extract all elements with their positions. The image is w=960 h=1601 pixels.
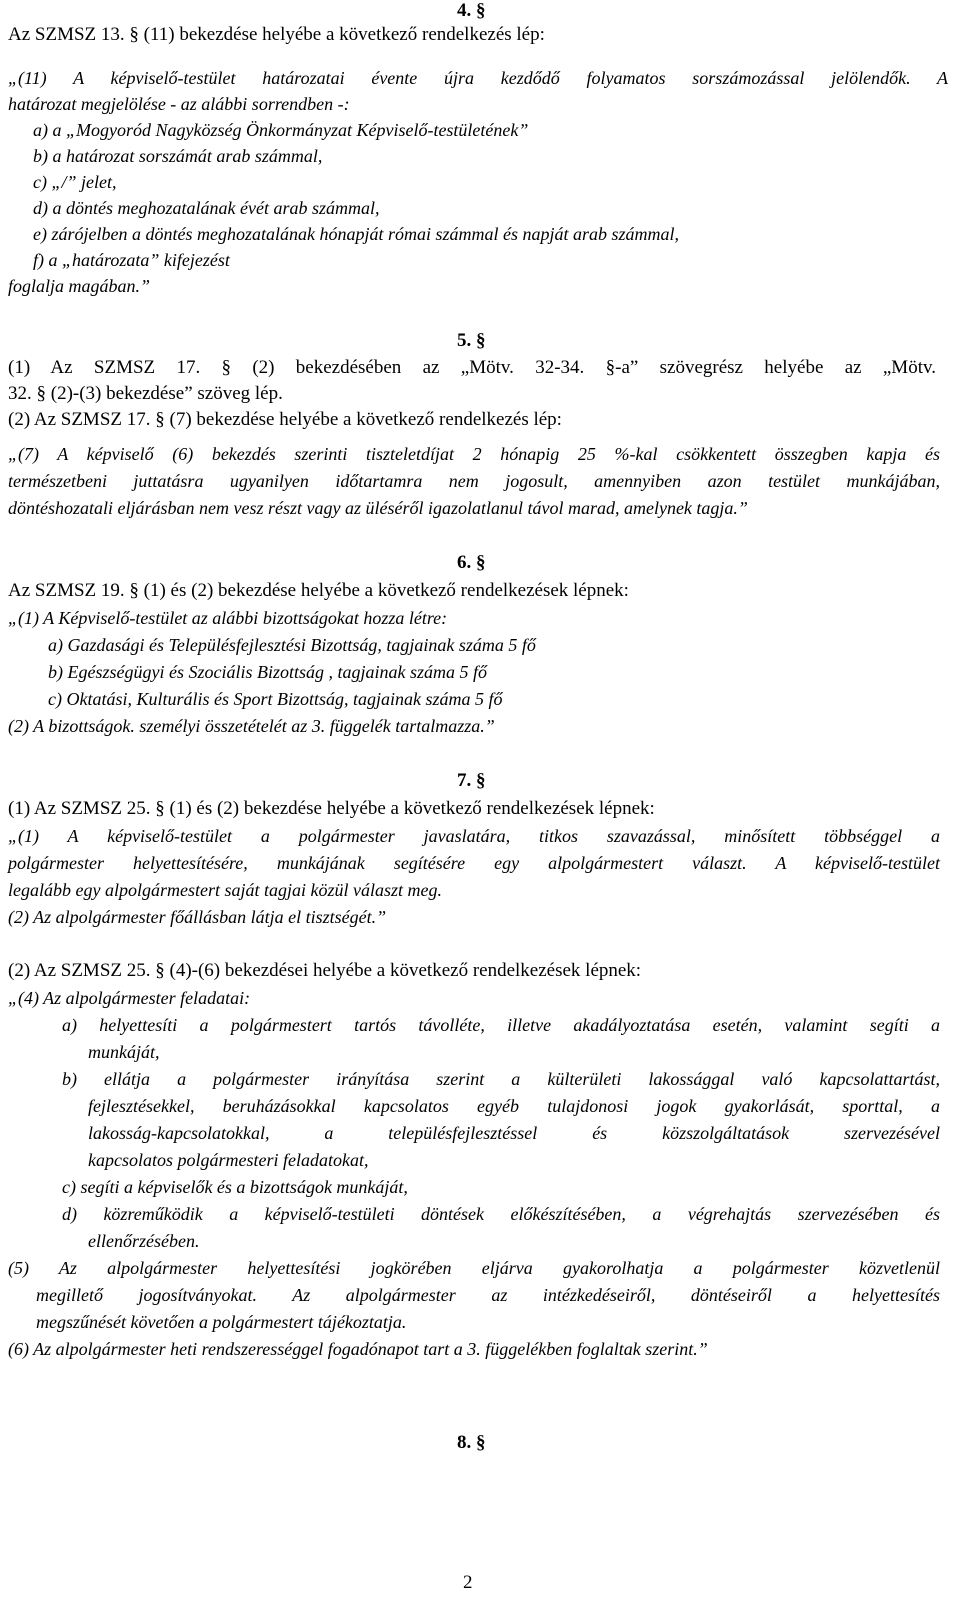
section-6-paragraph-1: „(1) A Képviselő-testület az alábbi bizottságokat hozza létre:: [8, 608, 448, 628]
deputy-task-line: d) közreműködik a képviselő-testületi döntések előkészítésében, a végrehajtás szervezésében és: [62, 1204, 940, 1224]
deputy-task-line: c) segíti a képviselők és a bizottságok munkáját,: [62, 1177, 408, 1197]
section-4-heading: 4. §: [457, 0, 486, 21]
section-4-line: foglalja magában.”: [8, 276, 151, 296]
section-7-quote-line: polgármester helyettesítésére, munkájának segítésére egy alpolgármestert választ. A képviselő-testület: [8, 853, 940, 873]
deputy-task-line: ellenőrzésében.: [88, 1231, 200, 1251]
deputy-task-line: munkáját,: [88, 1042, 160, 1062]
committee-item: a) Gazdasági és Településfejlesztési Bizottság, tagjainak száma 5 fő: [48, 635, 536, 655]
section-7-paragraph-5-line: megillető jogosítványokat. Az alpolgármester az intézkedéseiről, döntéseiről a helyettesítés: [36, 1285, 940, 1305]
section-4-line: c) „/” jelet,: [33, 172, 117, 192]
page-number: 2: [463, 1572, 473, 1593]
committee-item: c) Oktatási, Kulturális és Sport Bizottság, tagjainak száma 5 fő: [48, 689, 503, 709]
section-4-line: f) a „határozata” kifejezést: [33, 250, 230, 270]
deputy-task-line: a) helyettesíti a polgármestert tartós távolléte, illetve akadályoztatása esetén, valamint segíti a: [62, 1015, 940, 1035]
section-7-paragraph-1-intro: (1) Az SZMSZ 25. § (1) és (2) bekezdése helyébe a következő rendelkezések lépnek:: [8, 798, 655, 819]
section-5-paragraph-2-intro: (2) Az SZMSZ 17. § (7) bekezdése helyébe a következő rendelkezés lép:: [8, 409, 562, 430]
section-4-line: „(11) A képviselő-testület határozatai évente újra kezdődő folyamatos sorszámozással jelölendők. A: [8, 68, 948, 88]
section-7-heading: 7. §: [457, 770, 486, 791]
section-7-paragraph-5-line: (5) Az alpolgármester helyettesítési jogkörében eljárva gyakorolhatja a polgármester közvetlenül: [8, 1258, 940, 1278]
section-4-line: d) a döntés meghozatalának évét arab számmal,: [33, 198, 380, 218]
section-7-paragraph-2-lead: „(4) Az alpolgármester feladatai:: [8, 988, 251, 1008]
section-5-quote-line: természetbeni juttatásra ugyanilyen időtartamra nem jogosult, amennyiben azon testület munkájában,: [8, 471, 940, 491]
section-7-paragraph-6: (6) Az alpolgármester heti rendszerességgel fogadónapot tart a 3. függelékben foglaltak szerint.”: [8, 1339, 708, 1359]
section-4-line: b) a határozat sorszámát arab számmal,: [33, 146, 323, 166]
section-6-paragraph-2: (2) A bizottságok. személyi összetételét az 3. függelék tartalmazza.”: [8, 716, 495, 736]
section-4-line: e) zárójelben a döntés meghozatalának hónapját római számmal és napját arab számmal,: [33, 224, 679, 244]
section-4-intro: Az SZMSZ 13. § (11) bekezdése helyébe a következő rendelkezés lép:: [8, 24, 545, 45]
deputy-task-line: lakosság-kapcsolatokkal, a településfejlesztéssel és közszolgáltatások szervezésével: [88, 1123, 940, 1143]
section-7-quote-line: „(1) A képviselő-testület a polgármester javaslatára, titkos szavazással, minősített többséggel a: [8, 826, 940, 846]
section-5-quote-line: „(7) A képviselő (6) bekezdés szerinti tiszteletdíjat 2 hónapig 25 %-kal csökkentett összegben kapja és: [8, 444, 940, 464]
section-5-quote-line: döntéshozatali eljárásban nem vesz részt vagy az üléséről igazolatlanul távol marad, amelynek tagja.”: [8, 498, 748, 518]
section-7-paragraph-2-intro: (2) Az SZMSZ 25. § (4)-(6) bekezdései helyébe a következő rendelkezések lépnek:: [8, 960, 642, 981]
section-6-heading: 6. §: [457, 552, 486, 573]
section-7-paragraph-5-line: megszűnését követően a polgármestert tájékoztatja.: [36, 1312, 407, 1332]
section-5-heading: 5. §: [457, 330, 486, 351]
section-7-quote-line: legalább egy alpolgármestert saját tagjai közül választ meg.: [8, 880, 442, 900]
section-4-line: határozat megjelölése - az alábbi sorrendben -:: [8, 94, 350, 114]
deputy-task-line: fejlesztésekkel, beruházásokkal kapcsolatos egyéb tulajdonosi jogok gyakorlását, sporttal, a: [88, 1096, 940, 1116]
section-5-paragraph-1: 32. § (2)-(3) bekezdése” szöveg lép.: [8, 383, 283, 404]
deputy-task-line: kapcsolatos polgármesteri feladatokat,: [88, 1150, 369, 1170]
section-7-quote-line: (2) Az alpolgármester főállásban látja el tisztségét.”: [8, 907, 387, 927]
section-8-heading: 8. §: [457, 1432, 486, 1453]
committee-item: b) Egészségügyi és Szociális Bizottság , tagjainak száma 5 fő: [48, 662, 487, 682]
section-4-line: a) a „Mogyoród Nagyközség Önkormányzat Képviselő-testületének”: [33, 120, 529, 140]
section-6-intro: Az SZMSZ 19. § (1) és (2) bekezdése helyébe a következő rendelkezések lépnek:: [8, 580, 629, 601]
section-5-paragraph-1: (1) Az SZMSZ 17. § (2) bekezdésében az „Mötv. 32-34. §-a” szövegrész helyébe az „Mötv.: [8, 357, 936, 378]
deputy-task-line: b) ellátja a polgármester irányítása szerint a külterületi lakossággal való kapcsolattartást,: [62, 1069, 940, 1089]
